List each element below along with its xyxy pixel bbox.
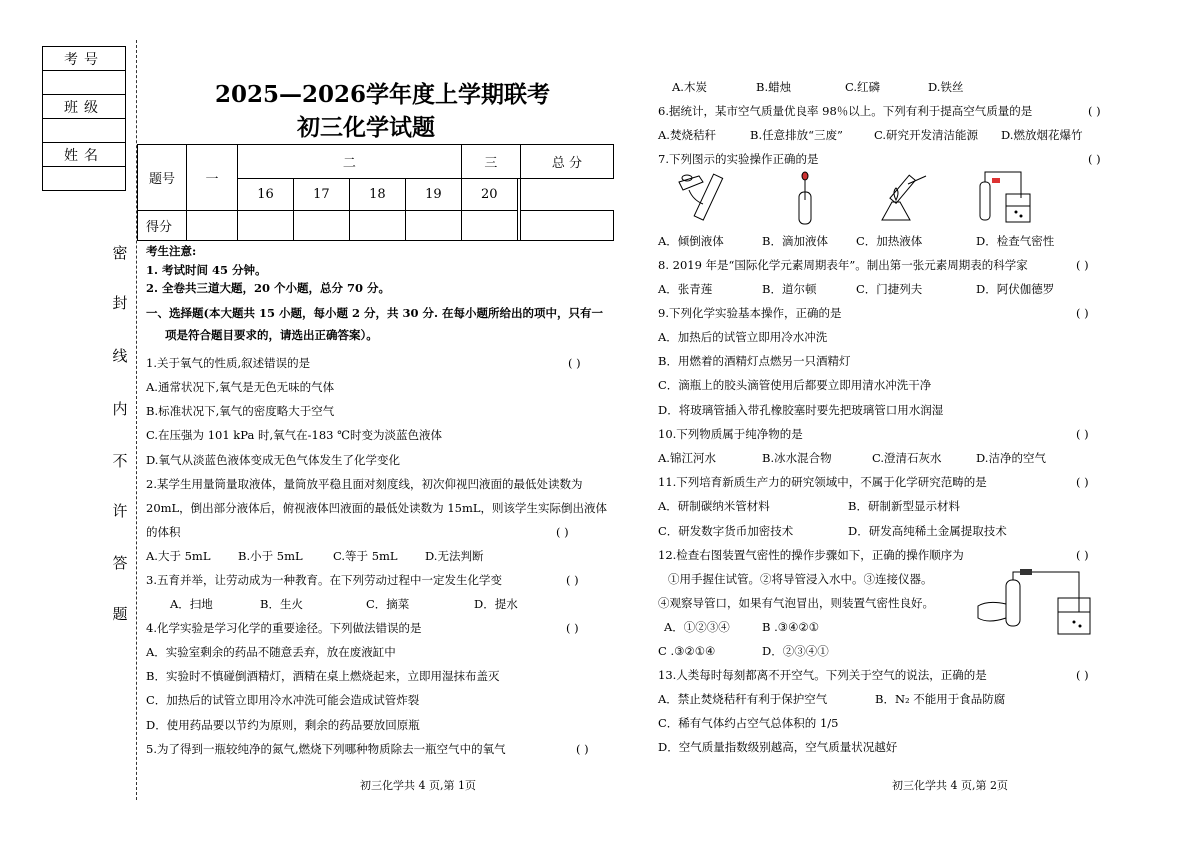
seal-char: 许 — [112, 502, 128, 520]
option: A.焚烧秸秆 — [658, 128, 716, 142]
score-table-sec3: 三 — [461, 145, 520, 179]
page-footer: 初三化学共 4 页,第 2页 — [892, 779, 1008, 792]
option: D.氧气从淡蓝色液体变成无色气体发生了化学变化 — [146, 453, 400, 467]
question-13: 13.人类每时每刻都离不开空气。下列关于空气的说法，正确的是 — [658, 668, 987, 682]
question-2-cont: 的体积 — [146, 525, 181, 539]
question-5: 5.为了得到一瓶较纯净的氮气,燃烧下列哪种物质除去一瓶空气中的氧气 — [146, 742, 506, 756]
heating-liquid-figure — [868, 170, 932, 226]
option: C．研发数字货币加密技术 — [658, 524, 794, 538]
option: A．扫地 — [170, 597, 213, 611]
option: C．加热液体 — [856, 234, 923, 248]
option: A．研制碳纳米管材料 — [658, 499, 770, 513]
answer-paren[interactable]: ( ) — [1076, 306, 1089, 320]
option: C.红磷 — [845, 80, 881, 94]
score-table-q17: 17 — [293, 179, 349, 211]
student-info-box — [42, 46, 126, 191]
score-table-defen: 得分 — [138, 211, 187, 241]
score-table-header-tihao: 题号 — [138, 145, 187, 211]
answer-paren[interactable]: ( ) — [576, 742, 589, 756]
airtightness-check-figure — [972, 168, 1034, 226]
question-1: 1.关于氧气的性质,叙述错误的是 — [146, 356, 311, 370]
seal-char: 内 — [112, 400, 128, 418]
score-table-q20: 20 — [461, 179, 517, 211]
option: D．②③④① — [762, 644, 829, 658]
option: D．空气质量指数级别越高，空气质量状况越好 — [658, 740, 898, 754]
option: A.通常状况下,氧气是无色无味的气体 — [146, 380, 335, 394]
score-cell[interactable] — [238, 211, 294, 241]
answer-paren[interactable]: ( ) — [1076, 427, 1089, 441]
option: C．摘菜 — [366, 597, 410, 611]
answer-paren[interactable]: ( ) — [1076, 475, 1089, 489]
score-cell[interactable] — [187, 211, 238, 241]
question-2-cont: 20mL，倒出部分液体后，俯视液体凹液面的最低处读数为 15mL，则该学生实际倒出液体 — [146, 501, 608, 515]
page-footer: 初三化学共 4 页,第 1页 — [360, 779, 476, 792]
seal-char: 密 — [112, 244, 128, 262]
option: B．研制新型显示材料 — [848, 499, 960, 513]
option: C .③②①④ — [658, 644, 716, 658]
option: B.标准状况下,氧气的密度略大于空气 — [146, 404, 335, 418]
option: C.在压强为 101 kPa 时,氧气在-183 ℃时变为淡蓝色液体 — [146, 428, 443, 442]
seal-char: 不 — [112, 452, 128, 470]
option: A．倾倒液体 — [658, 234, 724, 248]
option: A.大于 5mL — [146, 549, 211, 563]
pouring-liquid-figure — [675, 168, 735, 226]
section1-heading: 一、选择题(本大题共 15 小题，每小题 2 分，共 30 分. 在每小题所给出的项中，只有一 — [146, 306, 603, 320]
answer-paren[interactable]: ( ) — [1076, 548, 1089, 562]
notes-item: 2. 全卷共三道大题，20 个小题，总分 70 分。 — [146, 281, 391, 295]
notes-title: 考生注意: — [146, 244, 197, 258]
option: C．加热后的试管立即用冷水冲洗可能会造成试管炸裂 — [146, 693, 420, 707]
exam-title: 2025—2026学年度上学期联考 — [215, 81, 551, 108]
question-2: 2.某学生用量筒量取液体，量筒放平稳且面对刻度线，初次仰视凹液面的最低处读数为 — [146, 477, 583, 491]
answer-paren[interactable]: ( ) — [1076, 668, 1089, 682]
option: C.研究开发清洁能源 — [874, 128, 979, 142]
answer-paren[interactable]: ( ) — [566, 621, 579, 635]
question-7: 7.下列图示的实验操作正确的是 — [658, 152, 819, 166]
option: C．稀有气体约占空气总体积的 1/5 — [658, 716, 839, 730]
score-cell[interactable] — [349, 211, 405, 241]
section1-heading-cont: 项是符合题目要求的，请选出正确答案）。 — [165, 328, 378, 342]
score-cell[interactable] — [293, 211, 349, 241]
option: C.等于 5mL — [333, 549, 398, 563]
option: D.无法判断 — [425, 549, 484, 563]
score-table-q19: 19 — [405, 179, 461, 211]
question-10: 10.下列物质属于纯净物的是 — [658, 427, 803, 441]
option: B．实验时不慎碰倒酒精灯，酒精在桌上燃烧起来，立即用湿抹布盖灭 — [146, 669, 500, 683]
seal-char: 封 — [112, 294, 128, 312]
exam-no-field[interactable] — [43, 71, 126, 95]
option: A.锦江河水 — [658, 451, 716, 465]
option: D．研发高纯稀土金属提取技术 — [848, 524, 1007, 538]
class-field[interactable] — [43, 119, 126, 143]
score-table-q18: 18 — [349, 179, 405, 211]
option: D．阿伏伽德罗 — [976, 282, 1055, 296]
option: D．提水 — [474, 597, 518, 611]
question-11: 11.下列培育新质生产力的研究领域中，不属于化学研究范畴的是 — [658, 475, 987, 489]
option: B．生火 — [260, 597, 303, 611]
option: B.小于 5mL — [238, 549, 303, 563]
option: B．用燃着的酒精灯点燃另一只酒精灯 — [658, 354, 851, 368]
question-12: 12.检查右图装置气密性的操作步骤如下，正确的操作顺序为 — [658, 548, 964, 562]
class-label: 班级 — [43, 95, 126, 119]
option: A．①②③④ — [664, 620, 730, 634]
score-table-total: 总 分 — [521, 145, 614, 179]
option: B．N₂ 不能用于食品防腐 — [875, 692, 1006, 706]
exam-no-label: 考号 — [43, 47, 126, 71]
option: B．滴加液体 — [762, 234, 828, 248]
question-9: 9.下列化学实验基本操作，正确的是 — [658, 306, 842, 320]
option: C.澄清石灰水 — [872, 451, 942, 465]
option: D.洁净的空气 — [976, 451, 1046, 465]
answer-paren[interactable]: ( ) — [556, 525, 569, 539]
answer-paren[interactable]: ( ) — [1088, 152, 1101, 166]
question-12-steps: ①用手握住试管。②将导管浸入水中。③连接仪器。 — [668, 572, 933, 586]
question-4: 4.化学实验是学习化学的重要途径。下列做法错误的是 — [146, 621, 422, 635]
option: A.木炭 — [672, 80, 707, 94]
seal-char: 题 — [112, 605, 128, 623]
name-label: 姓名 — [43, 143, 126, 167]
option: B .③④②① — [762, 620, 820, 634]
answer-paren[interactable]: ( ) — [1076, 258, 1089, 272]
answer-paren[interactable]: ( ) — [568, 356, 581, 370]
option: C．门捷列夫 — [856, 282, 923, 296]
exam-subject-title: 初三化学试题 — [297, 114, 435, 141]
option: D.燃放烟花爆竹 — [1001, 128, 1083, 142]
score-table — [137, 144, 614, 241]
option: D．检查气密性 — [976, 234, 1055, 248]
dropper-figure — [790, 170, 820, 226]
score-table-q16: 16 — [238, 179, 294, 211]
answer-paren[interactable]: ( ) — [1088, 104, 1101, 118]
name-field[interactable] — [43, 167, 126, 191]
seal-char: 答 — [112, 554, 128, 572]
score-table-sec2: 二 — [238, 145, 462, 179]
apparatus-figure — [972, 566, 1094, 638]
option: C．滴瓶上的胶头滴管使用后都要立即用清水冲洗干净 — [658, 378, 932, 392]
option: A．禁止焚烧秸秆有利于保护空气 — [658, 692, 828, 706]
option: D．使用药品要以节约为原则，剩余的药品要放回原瓶 — [146, 718, 420, 732]
question-3: 3.五育并举，让劳动成为一种教育。在下列劳动过程中一定发生化学变 — [146, 573, 502, 587]
score-cell[interactable] — [521, 211, 614, 241]
score-cell[interactable] — [405, 211, 461, 241]
seal-char: 线 — [112, 347, 128, 365]
option: B．道尔顿 — [762, 282, 817, 296]
question-8: 8. 2019 年是“国际化学元素周期表年”。制出第一张元素周期表的科学家 — [658, 258, 1028, 272]
option: A．实验室剩余的药品不随意丢弃，放在废液缸中 — [146, 645, 396, 659]
option: D．将玻璃管插入带孔橡胶塞时要先把玻璃管口用水润湿 — [658, 403, 944, 417]
option: A．加热后的试管立即用冷水冲洗 — [658, 330, 828, 344]
question-6: 6.据统计，某市空气质量优良率 98％以上。下列有利于提高空气质量的是 — [658, 104, 1033, 118]
option: A．张青莲 — [658, 282, 713, 296]
option: B.冰水混合物 — [762, 451, 832, 465]
answer-paren[interactable]: ( ) — [566, 573, 579, 587]
score-cell[interactable] — [461, 211, 517, 241]
score-table-sec1: 一 — [187, 145, 238, 211]
question-12-steps: ④观察导管口，如果有气泡冒出，则装置气密性良好。 — [658, 596, 934, 610]
option: D.铁丝 — [928, 80, 964, 94]
notes-item: 1. 考试时间 45 分钟。 — [146, 263, 267, 277]
option: B.任意排放“三废” — [750, 128, 843, 142]
option: B.蜡烛 — [756, 80, 792, 94]
